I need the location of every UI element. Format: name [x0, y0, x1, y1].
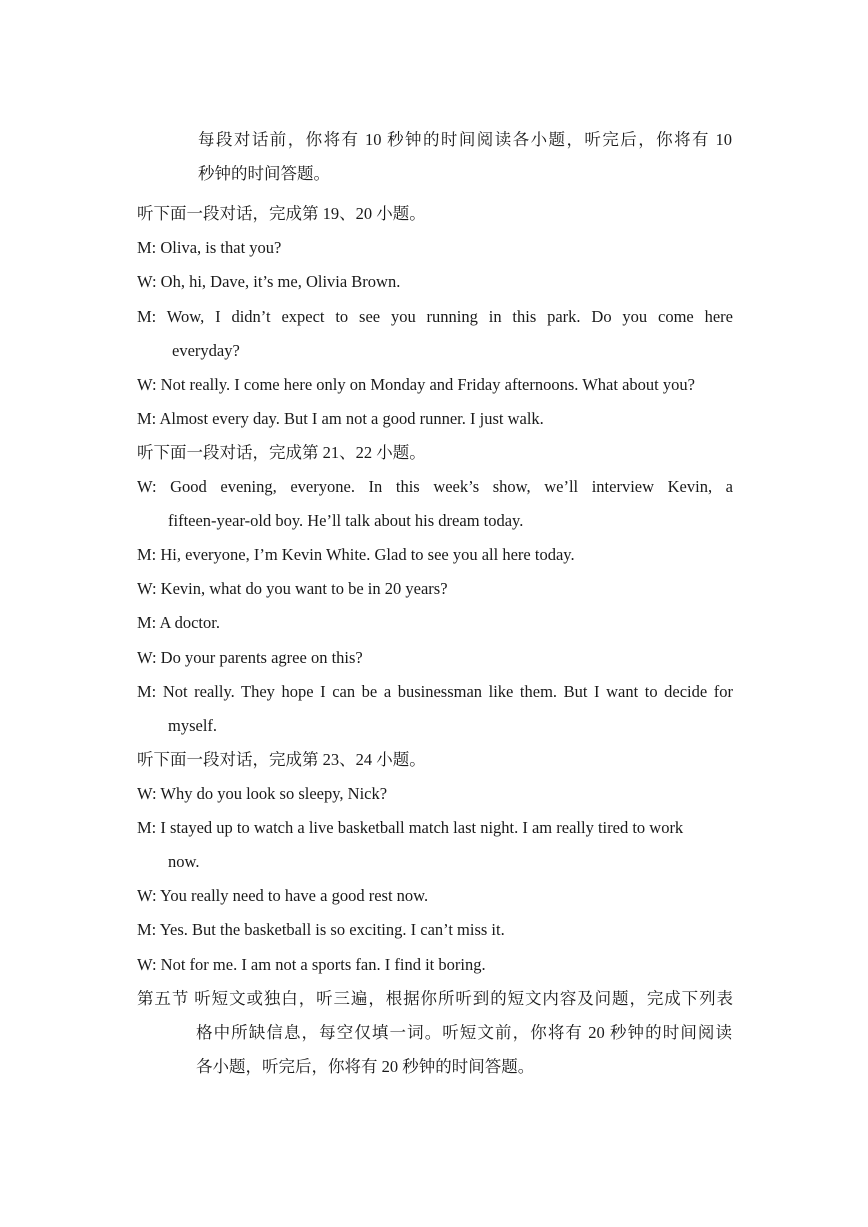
dialogue-line: W: Kevin, what do you want to be in 20 years? [137, 579, 448, 598]
dialogue-line: M: Hi, everyone, I’m Kevin White. Glad to see you all here today. [137, 545, 575, 564]
section-instructions: 格中所缺信息，每空仅填一词。听短文前，你将有 20 秒钟的时间阅读 [196, 1023, 732, 1042]
dialogue-line: M: Not really. They hope I can be a businessman like them. But I want to decide for [137, 682, 733, 701]
section-heading: 听下面一段对话，完成第 23、24 小题。 [137, 750, 426, 769]
dialogue-line: M: I stayed up to watch a live basketball match last night. I am really tired to work [137, 818, 684, 837]
dialogue-line: M: Wow, I didn’t expect to see you running in this park. Do you come here [137, 307, 733, 326]
dialogue-line: M: Almost every day. But I am not a good runner. I just walk. [137, 409, 544, 428]
section-instructions: 各小题，听完后，你将有 20 秒钟的时间答题。 [196, 1057, 535, 1076]
dialogue-line: W: Do your parents agree on this? [137, 648, 363, 667]
section-heading: 听下面一段对话，完成第 21、22 小题。 [137, 443, 426, 462]
dialogue-line-continuation: myself. [168, 716, 218, 735]
section-heading: 听下面一段对话，完成第 19、20 小题。 [137, 204, 426, 223]
dialogue-line: M: A doctor. [137, 613, 220, 632]
dialogue-line: W: Oh, hi, Dave, it’s me, Olivia Brown. [137, 272, 401, 291]
text-line: 秒钟的时间答题。 [198, 164, 330, 183]
dialogue-line: M: Oliva, is that you? [137, 238, 282, 257]
text-line: 每段对话前，你将有 10 秒钟的时间阅读各小题，听完后，你将有 10 [198, 130, 732, 149]
dialogue-line-continuation: now. [168, 852, 200, 871]
dialogue-line-continuation: everyday? [172, 341, 240, 360]
dialogue-line: M: Yes. But the basketball is so exciting. I can’t miss it. [137, 920, 505, 939]
dialogue-line: W: Why do you look so sleepy, Nick? [137, 784, 388, 803]
dialogue-line-continuation: fifteen-year-old boy. He’ll talk about his dream today. [168, 511, 524, 530]
dialogue-line: W: Not really. I come here only on Monday and Friday afternoons. What about you? [137, 375, 695, 394]
dialogue-line: W: You really need to have a good rest now. [137, 886, 429, 905]
dialogue-line: W: Not for me. I am not a sports fan. I find it boring. [137, 955, 486, 974]
dialogue-line: W: Good evening, everyone. In this week’s show, we’ll interview Kevin, a [137, 477, 733, 496]
section-instructions: 第五节 听短文或独白，听三遍，根据你所听到的短文内容及问题，完成下列表 [137, 989, 733, 1008]
